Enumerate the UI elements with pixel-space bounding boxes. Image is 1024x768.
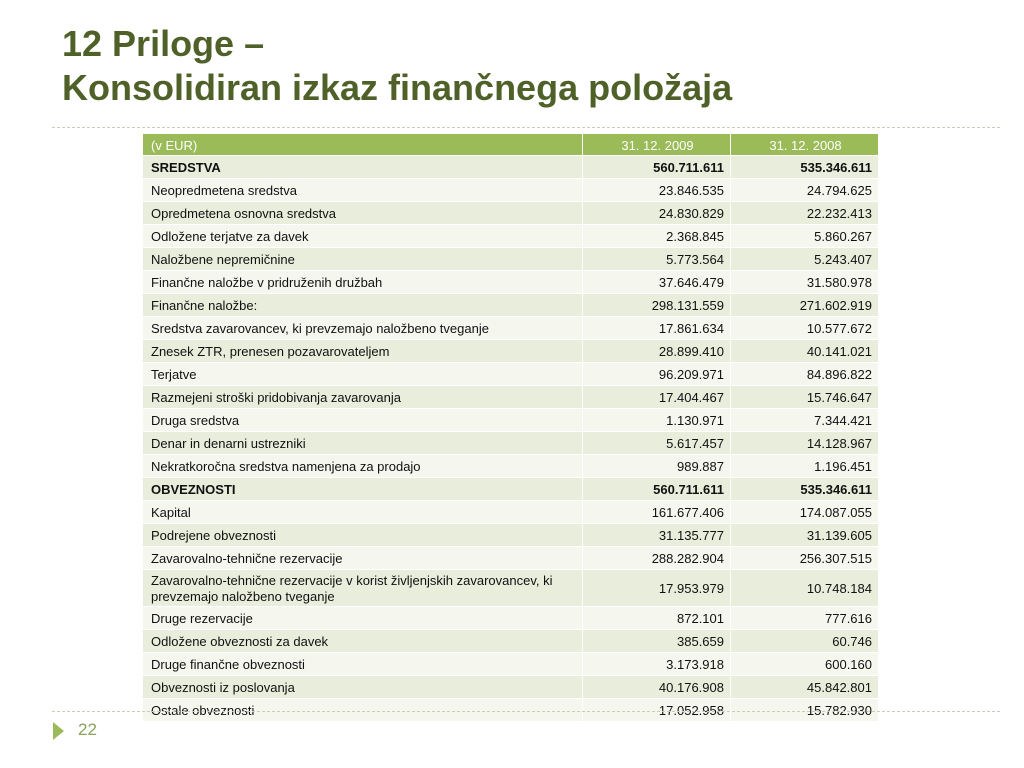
row-value-2009: 17.861.634 [583,317,731,340]
row-value-2008: 10.748.184 [731,570,879,607]
row-value-2008: 777.616 [731,607,879,630]
row-label: Denar in denarni ustrezniki [143,432,583,455]
row-label: Druga sredstva [143,409,583,432]
row-label: Odložene terjatve za davek [143,225,583,248]
table-row [143,386,879,409]
header-2008: 31. 12. 2008 [731,134,879,156]
row-label: Neopredmetena sredstva [143,179,583,202]
row-value-2009: 17.404.467 [583,386,731,409]
page-number: 22 [78,720,97,739]
table-row [143,570,879,607]
row-value-2008: 535.346.611 [731,156,879,179]
table-row [143,202,879,225]
row-value-2009: 5.773.564 [583,248,731,271]
row-value-2008: 7.344.421 [731,409,879,432]
table-row [143,455,879,478]
row-label: Naložbene nepremičnine [143,248,583,271]
table-row [143,501,879,524]
header-2009: 31. 12. 2009 [583,134,731,156]
table-row [143,179,879,202]
row-label: OBVEZNOSTI [143,478,583,501]
row-value-2009: 37.646.479 [583,271,731,294]
slide-title-line1: 12 Priloge – [62,23,265,64]
slide-title-line2: Konsolidiran izkaz finančnega položaja [62,67,733,108]
table-row [143,630,879,653]
row-label: Nekratkoročna sredstva namenjena za prodajo [143,455,583,478]
row-value-2008: 600.160 [731,653,879,676]
row-label: SREDSTVA [143,156,583,179]
row-label: Zavarovalno-tehnične rezervacije v korist življenjskih zavarovancev, ki prevzemajo naložbeno tveganje [143,570,583,607]
row-value-2008: 31.580.978 [731,271,879,294]
bottom-divider [52,711,1000,712]
row-value-2009: 96.209.971 [583,363,731,386]
row-label: Kapital [143,501,583,524]
row-label: Druge rezervacije [143,607,583,630]
row-value-2008: 84.896.822 [731,363,879,386]
row-label: Sredstva zavarovancev, ki prevzemajo naložbeno tveganje [143,317,583,340]
table-row [143,547,879,570]
row-value-2009: 5.617.457 [583,432,731,455]
row-value-2008: 256.307.515 [731,547,879,570]
table-row [143,478,879,501]
row-label: Znesek ZTR, prenesen pozavarovateljem [143,340,583,363]
row-value-2009: 40.176.908 [583,676,731,699]
row-value-2009: 161.677.406 [583,501,731,524]
table-row [143,607,879,630]
row-label: Opredmetena osnovna sredstva [143,202,583,225]
row-value-2009: 23.846.535 [583,179,731,202]
row-value-2008: 14.128.967 [731,432,879,455]
row-value-2008: 535.346.611 [731,478,879,501]
row-value-2009: 17.953.979 [583,570,731,607]
row-label: Finančne naložbe v pridruženih družbah [143,271,583,294]
row-value-2008: 31.139.605 [731,524,879,547]
triangle-right-icon [53,722,64,740]
row-label: Razmejeni stroški pridobivanja zavarovanja [143,386,583,409]
row-value-2009: 3.173.918 [583,653,731,676]
row-value-2008: 60.746 [731,630,879,653]
table-row [143,271,879,294]
row-value-2009: 31.135.777 [583,524,731,547]
table-row [143,676,879,699]
row-value-2009: 28.899.410 [583,340,731,363]
row-value-2008: 15.782.930 [731,699,879,722]
row-label: Druge finančne obveznosti [143,653,583,676]
row-value-2009: 298.131.559 [583,294,731,317]
table-row [143,156,879,179]
table-row [143,225,879,248]
row-label: Ostale obveznosti [143,699,583,722]
row-value-2009: 560.711.611 [583,478,731,501]
row-value-2008: 5.860.267 [731,225,879,248]
row-value-2008: 24.794.625 [731,179,879,202]
row-value-2008: 15.746.647 [731,386,879,409]
row-value-2009: 2.368.845 [583,225,731,248]
row-label: Finančne naložbe: [143,294,583,317]
row-value-2008: 10.577.672 [731,317,879,340]
table-row [143,524,879,547]
row-value-2009: 872.101 [583,607,731,630]
row-value-2008: 22.232.413 [731,202,879,225]
slide-title [62,22,962,110]
table-row [143,294,879,317]
financial-position-table [142,133,879,722]
row-label: Zavarovalno-tehnične rezervacije [143,547,583,570]
row-label: Odložene obveznosti za davek [143,630,583,653]
row-value-2009: 560.711.611 [583,156,731,179]
table-row [143,432,879,455]
row-label: Terjatve [143,363,583,386]
row-value-2008: 40.141.021 [731,340,879,363]
row-value-2009: 385.659 [583,630,731,653]
row-value-2009: 17.052.958 [583,699,731,722]
row-value-2008: 174.087.055 [731,501,879,524]
row-value-2008: 1.196.451 [731,455,879,478]
table-row [143,317,879,340]
table-row [143,409,879,432]
row-value-2008: 45.842.801 [731,676,879,699]
row-value-2009: 1.130.971 [583,409,731,432]
table-row [143,363,879,386]
table-row [143,653,879,676]
header-unit: (v EUR) [143,134,583,156]
row-label: Obveznosti iz poslovanja [143,676,583,699]
table-row [143,699,879,722]
table-row [143,248,879,271]
row-value-2008: 271.602.919 [731,294,879,317]
table-row [143,340,879,363]
row-value-2008: 5.243.407 [731,248,879,271]
row-value-2009: 288.282.904 [583,547,731,570]
row-value-2009: 24.830.829 [583,202,731,225]
table-header-row [143,134,879,156]
top-divider [52,127,1000,128]
row-label: Podrejene obveznosti [143,524,583,547]
row-value-2009: 989.887 [583,455,731,478]
